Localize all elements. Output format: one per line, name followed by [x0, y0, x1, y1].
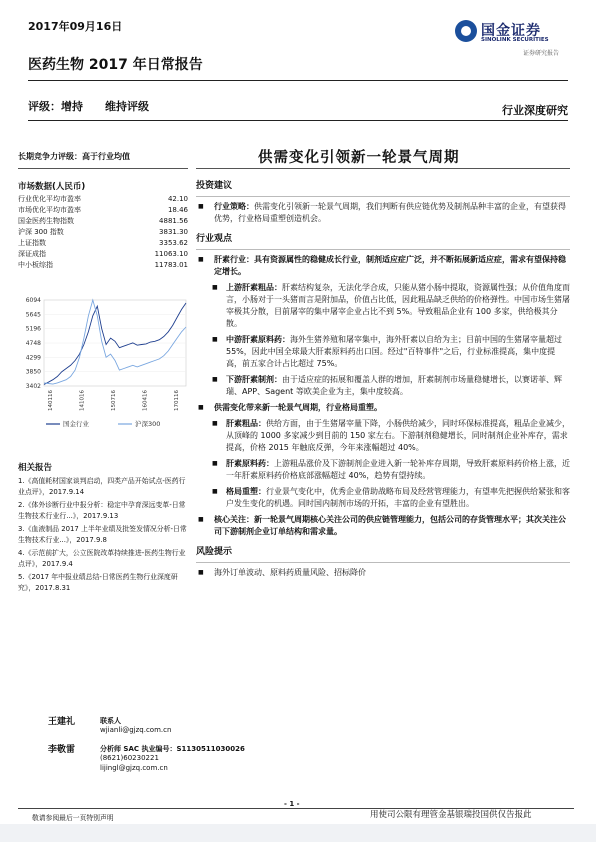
view-bullet: ■ 核心关注：新一轮景气周期核心关注公司的供应链管理能力，包括公司的存货管理水平；其次关注公司下游制剂企业订单结构和需求量。 — [198, 515, 566, 536]
divider — [28, 120, 568, 121]
index-line-chart — [18, 294, 192, 434]
analyst-email[interactable]: wjianli@gjzq.com.cn — [100, 726, 172, 734]
rating-value: 增持 — [61, 100, 83, 113]
view-bullet: ■ 肝素行业：具有资源属性的稳健成长行业，制剂适应症广泛，并不断拓展新适应症，需求有望保持稳定增长。 — [198, 255, 566, 276]
y-tick-label: 4299 — [25, 354, 41, 362]
invest-bullet: ■ 行业策略：供需变化引领新一轮景气周期，我们判断有供应链优势及制剂品种丰富的企业，有望获得优势，行业格局重塑创造机会。 — [198, 202, 566, 223]
sub-bullet: ■ 中游肝素原料药：海外生猪养殖和屠宰集中，海外肝素以自给为主；目前中国的生猪屠宰量超过 55%，因此中国全球最大肝素原料药出口国。经过"百特事件"之后，行业标准提高，集中度提高，前五家合计占比超过 75%。 — [212, 335, 562, 368]
sub-bullet: ■ 格局重塑：行业景气变化中，优秀企业借助战略布局及经营管理能力，有望率先把握供给紧张和客户发生变化的机遇。同时国内制剂市场的开拓，丰富的企业有望胜出。 — [212, 487, 570, 508]
market-data-row: 市场优化平均市盈率 18.46 — [18, 206, 188, 214]
series-line-1 — [44, 303, 186, 385]
divider — [196, 168, 570, 169]
market-data-row: 行业优化平均市盈率 42.10 — [18, 195, 188, 203]
square-bullet-icon: ■ — [198, 203, 204, 210]
rating-label: 评级： — [28, 100, 61, 113]
related-report-link[interactable]: 4.《示范前扩大，公立医院改革持续推进-医药生物行业点评》，2017.9.4 — [18, 549, 186, 568]
analyst-block — [48, 714, 248, 794]
y-tick-label: 5196 — [25, 325, 41, 333]
market-data-title: 市场数据(人民币) — [18, 182, 86, 192]
risk-title: 风险提示 — [196, 547, 233, 557]
main-body — [196, 180, 570, 579]
square-bullet-icon: ■ — [212, 376, 218, 383]
square-bullet-icon: ■ — [212, 284, 218, 291]
related-report-link[interactable]: 5.《2017 年中报业绩总结-日常医药生物行业深度研究》，2017.8.31 — [18, 573, 178, 592]
analyst-phone: (8621)60230221 — [100, 754, 159, 762]
divider — [18, 168, 188, 169]
square-bullet-icon: ■ — [212, 460, 218, 467]
square-bullet-icon: ■ — [198, 256, 204, 263]
market-data-row: 中小板综指 11783.01 — [18, 261, 188, 269]
main-title: 供需变化引领新一轮景气周期 — [258, 150, 460, 166]
market-data-row: 上证指数 3353.62 — [18, 239, 188, 247]
sub-bullet: ■ 上游肝素粗品：肝素结构复杂，无法化学合成，只能从猪小肠中提取，资源属性强；从价值角度而言，小肠对于一头猪而言是附加品，价值占比低，因此粗品缺乏供给的价格弹性。中国市场生猪屠宰极其分散，目前屠宰的集中屠宰企业占比不到 5%。导致粗品企业有 100 多家，供给极其分散。 — [212, 283, 570, 328]
divider — [28, 80, 568, 81]
analyst-name: 李敬雷 — [48, 745, 76, 755]
market-data-row: 沪深 300 指数 3831.30 — [18, 228, 188, 236]
square-bullet-icon: ■ — [198, 516, 204, 523]
y-tick-label: 3850 — [25, 368, 41, 376]
related-reports-title: 相关报告 — [18, 463, 53, 473]
analyst-email[interactable]: lijingl@gjzq.com.cn — [100, 764, 168, 772]
logo-mark-icon — [455, 20, 477, 42]
footer-disclaimer: 敬请参阅最后一页特别声明 — [32, 814, 114, 822]
view-title: 行业观点 — [196, 234, 233, 244]
analyst-name: 王建礼 — [48, 717, 76, 727]
y-tick-label: 6094 — [25, 297, 41, 304]
x-tick-label: 160416 — [142, 390, 149, 411]
x-tick-label: 141016 — [79, 390, 86, 411]
square-bullet-icon: ■ — [212, 420, 218, 427]
square-bullet-icon: ■ — [212, 336, 218, 343]
market-data-row: 深证成指 11063.10 — [18, 250, 188, 258]
risk-bullet: ■ 海外订单波动、原料药质量风险、招标降价 — [198, 568, 366, 577]
related-report-link[interactable]: 2.《体外诊断行业中报分析：稳定中孕育深远变革-日常生物技术行业行...》，2017.9.13 — [18, 501, 186, 520]
x-tick-label: 140116 — [48, 390, 54, 411]
long-term-rating: 长期竞争力评级：高于行业均值 — [18, 152, 130, 161]
analyst-role: 分析师 SAC 执业编号：S1130511030026 — [100, 745, 245, 753]
related-reports-list — [18, 476, 190, 596]
report-title: 医药生物 2017 年日常报告 — [28, 57, 203, 73]
view-bullet: ■ 供需变化带来新一轮景气周期，行业格局重塑。 — [198, 403, 382, 412]
invest-title: 投资建议 — [196, 181, 233, 191]
legend-label: 国金行业 — [63, 420, 89, 428]
page-number: - 1 - — [284, 800, 300, 808]
square-bullet-icon: ■ — [198, 569, 204, 576]
square-bullet-icon: ■ — [198, 404, 204, 411]
y-tick-label: 5645 — [25, 311, 41, 319]
related-report-link[interactable]: 1.《高值耗材国家谈判启动，四类产品开始试点-医药行业点评》，2017.9.14 — [18, 477, 186, 496]
footer-watermark-text: 用使司公限有理管金基银瑞投国供仅告报此 — [370, 810, 532, 820]
analyst-role: 联系人 — [100, 717, 121, 725]
market-data-row: 国金医药生物指数 4881.56 — [18, 217, 188, 225]
logo-cn: 国金证券 — [481, 23, 541, 39]
y-tick-label: 3402 — [25, 383, 41, 390]
report-date: 2017年09月16日 — [28, 20, 123, 33]
sub-bullet: ■ 肝素原料药：上游粗品涨价及下游制剂企业进入新一轮补库存周期，导致肝素原料药价格上涨，近一年肝素原料药价格底部涨幅超过 40%，趋势有望持续。 — [212, 459, 570, 480]
sub-bullet: ■ 肝素粗品：供给方面，由于生猪屠宰量下降，小肠供给减少，同时环保标准提高，粗品企业减少，从顶峰的 1000 多家减少到目前的 150 家左右。下游制剂稳健增长，同时制剂企业补库存，需求提高，价格 2015 年触底反弹，今年来涨幅超过 40%。 — [212, 419, 570, 452]
rating — [28, 98, 149, 114]
x-tick-label: 150716 — [111, 390, 117, 411]
report-type: 行业深度研究 — [502, 104, 568, 117]
company-logo — [455, 20, 573, 68]
related-report-link[interactable]: 3.《血液制品 2017 上半年业绩及批签发情况分析-日常生物技术行业...》，2017.9.8 — [18, 525, 187, 544]
footer-band — [0, 824, 596, 842]
square-bullet-icon: ■ — [212, 488, 218, 495]
rating-keep: 维持评级 — [105, 100, 149, 113]
logo-en: SINOLINK SECURITIES — [481, 37, 549, 43]
market-data-table — [18, 194, 188, 271]
y-tick-label: 4748 — [25, 340, 41, 347]
x-tick-label: 170116 — [174, 390, 180, 411]
sub-bullet: ■ 下游肝素制剂：由于适应症的拓展和覆盖人群的增加，肝素制剂市场量稳健增长，以赛诺菲、辉瑞、APP、Sagent 等欧美企业为主，集中度较高。 — [212, 375, 562, 396]
logo-sub: 证券研究报告 — [523, 50, 560, 57]
legend-label: 沪深300 — [135, 420, 161, 428]
